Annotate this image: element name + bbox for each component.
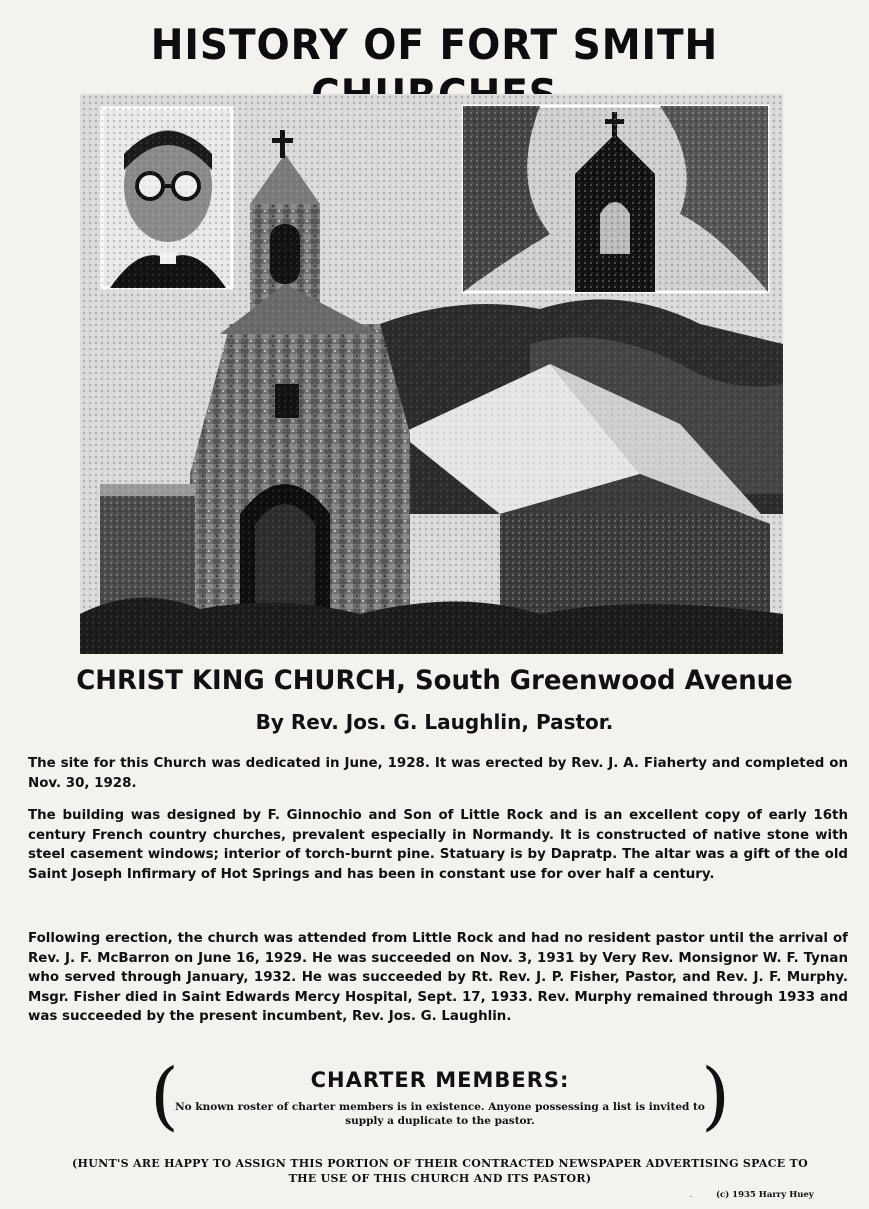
church-photo [80,94,783,654]
article-byline: By Rev. Jos. G. Laughlin, Pastor. [255,710,614,734]
article-paragraph: The site for this Church was dedicated in June, 1928. It was erected by Rev. J. A. Fiaherty and completed on Nov. 30, 1928. [28,756,848,791]
charter-members-box [150,1053,730,1142]
left-parenthesis: ( [150,1053,179,1139]
church-photo-illustration [80,94,783,654]
article-title: CHRIST KING CHURCH, South Greenwood Avenue [76,665,793,696]
advertising-note: (HUNT'S ARE HAPPY TO ASSIGN THIS PORTION OF THEIR CONTRACTED NEWSPAPER ADVERTISING SPACE TO THE USE OF THIS CHURCH AND ITS PASTOR) [72,1157,808,1185]
print-mark: . [690,1190,693,1199]
charter-members-note: No known roster of charter members is in existence. Anyone possessing a list is invited to supply a duplicate to the pastor. [175,1101,705,1127]
article-paragraph: The building was designed by F. Ginnochio and Son of Little Rock and is an excellent copy of early 16th century French country churches, prevalent especially in Normandy. It is constructed of native stone with steel casement windows; interior of torch-burnt pine. Statuary is by Dapratp. The altar was a gift of the old Saint Joseph Infirmary of Hot Springs and has been in constant use for over half a century. [28,808,848,882]
masthead-title: HISTORY OF FORT SMITH [150,20,719,69]
article-paragraph: Following erection, the church was attended from Little Rock and had no resident pastor until the arrival of Rev. J. F. McBarron on June 16, 1929. He was succeeded on Nov. 3, 1931 by Very Rev. Monsignor W. F. Tynan who served through January, 1932. He was succeeded by Rt. Rev. J. P. Fisher, Pastor, and Rev. J. F. Murphy. Msgr. Fisher died in Saint Edwards Mercy Hospital, Sept. 17, 1933. Rev. Murphy remained through 1933 and was succeeded by the present incumbent, Rev. Jos. G. Laughlin. [28,931,848,1024]
right-parenthesis: ) [701,1053,730,1139]
copyright-notice: (c) 1935 Harry Huey [716,1190,814,1200]
charter-members-heading: CHARTER MEMBERS: [310,1068,570,1092]
